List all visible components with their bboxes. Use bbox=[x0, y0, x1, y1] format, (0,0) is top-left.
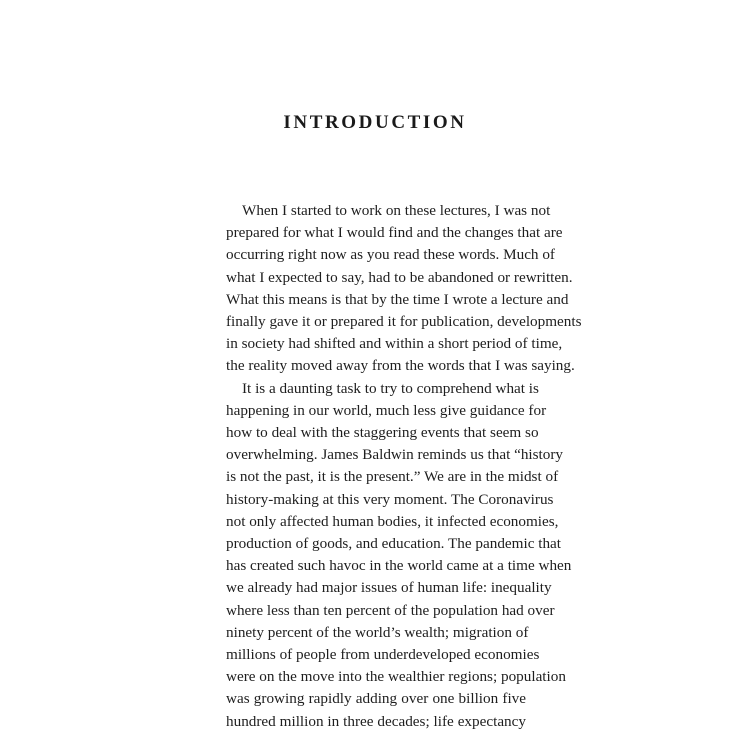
text-line: where less than ten percent of the population had over bbox=[226, 601, 555, 619]
text-line: has created such havoc in the world came at a time when bbox=[226, 557, 572, 575]
text-line: It is a daunting task to try to comprehend what is bbox=[242, 379, 539, 397]
paragraph bbox=[226, 200, 582, 378]
text-line: millions of people from underdeveloped economies bbox=[226, 646, 540, 664]
text-line: we already had major issues of human life: inequality bbox=[226, 579, 552, 597]
text-line: were on the move into the wealthier regions; population bbox=[226, 668, 566, 686]
text-line: the reality moved away from the words that I was saying. bbox=[226, 357, 575, 375]
paragraph bbox=[226, 378, 572, 733]
text-line: prepared for what I would find and the changes that are bbox=[226, 224, 563, 242]
text-line: what I expected to say, had to be abandoned or rewritten. bbox=[226, 268, 573, 286]
chapter-title: INTRODUCTION bbox=[283, 112, 467, 133]
text-line: in society had shifted and within a short period of time, bbox=[226, 335, 563, 353]
text-line: how to deal with the staggering events that seem so bbox=[226, 424, 539, 442]
text-line: When I started to work on these lectures, I was not bbox=[242, 202, 551, 219]
text-line: overwhelming. James Baldwin reminds us that “history bbox=[226, 446, 564, 464]
text-line: was growing rapidly adding over one billion five bbox=[226, 690, 526, 708]
text-line: hundred million in three decades; life expectancy bbox=[226, 712, 526, 730]
text-line: happening in our world, much less give guidance for bbox=[226, 401, 547, 419]
text-line: What this means is that by the time I wrote a lecture and bbox=[226, 290, 569, 308]
text-line: history-making at this very moment. The Coronavirus bbox=[226, 490, 554, 508]
text-line: production of goods, and education. The pandemic that bbox=[226, 535, 562, 553]
text-line: finally gave it or prepared it for publication, developments bbox=[226, 313, 582, 331]
text-line: is not the past, it is the present.” We are in the midst of bbox=[226, 468, 559, 486]
text-line: not only affected human bodies, it infected economies, bbox=[226, 512, 559, 530]
text-line: ninety percent of the world’s wealth; migration of bbox=[226, 623, 529, 641]
body-text bbox=[226, 200, 582, 733]
text-line: occurring right now as you read these words. Much of bbox=[226, 246, 555, 264]
